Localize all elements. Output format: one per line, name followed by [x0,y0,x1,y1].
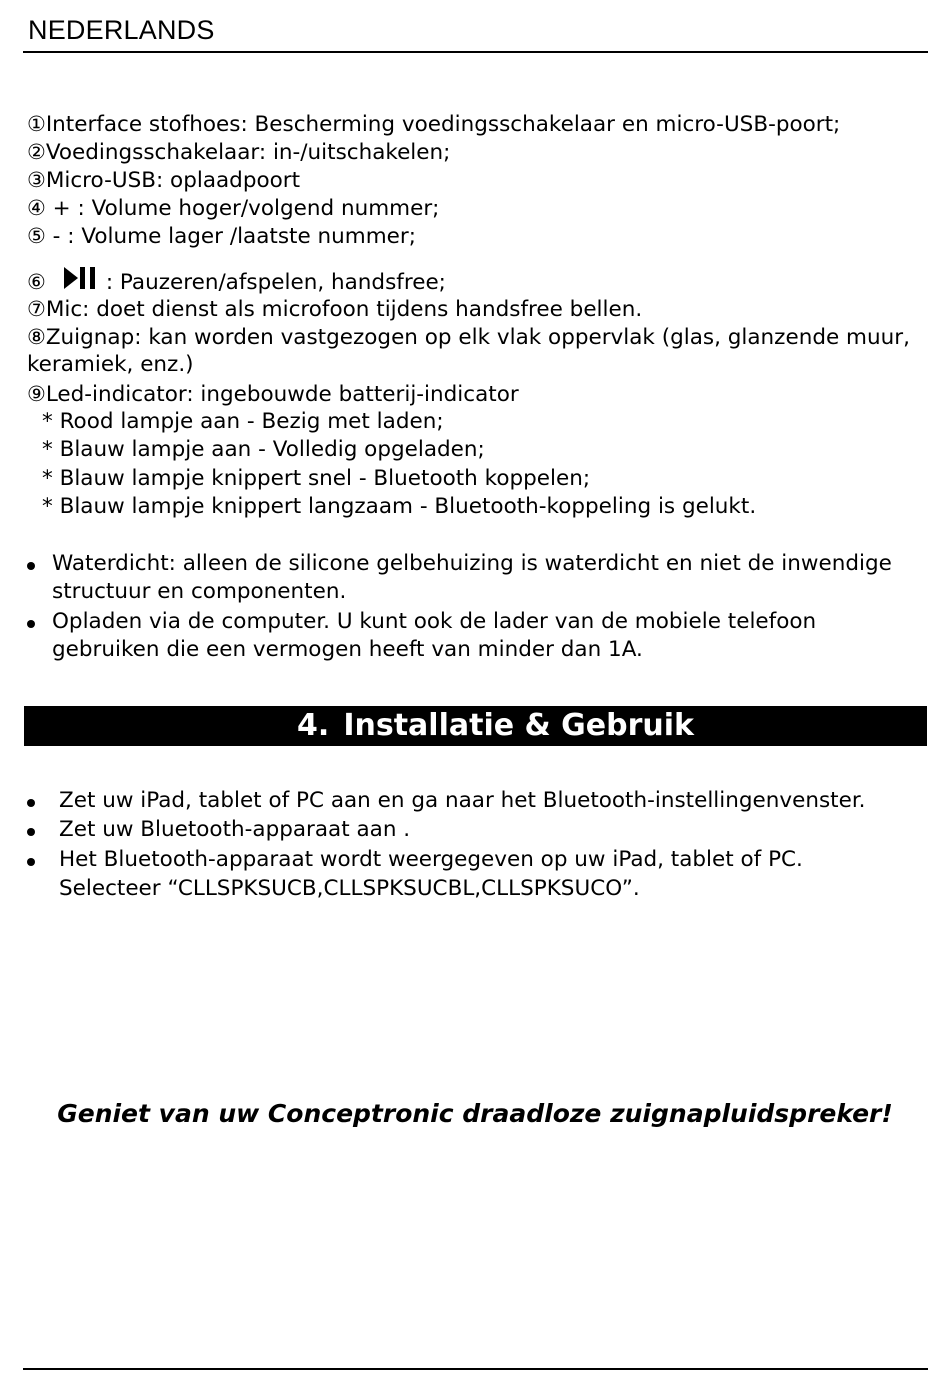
part-text: Interface stofhoes: Bescherming voedingsschakelaar en micro-USB-poort; [45,112,841,137]
closing-message: Geniet van uw Conceptronic draadloze zuignapluidspreker! [57,1099,893,1128]
part-number: ④ [27,196,46,220]
part-number: ⑤ [27,224,46,248]
part-item-9 [27,380,519,409]
footer-rule [23,1368,928,1370]
section-heading [24,706,927,746]
led-state-item: * Blauw lampje knippert langzaam - Bluetooth-koppeling is gelukt. [42,494,757,519]
part-number: ⑥ [27,270,46,294]
part-item-4 [27,194,439,223]
part-number: ③ [27,168,46,192]
bullet-icon [27,562,35,570]
bullet-icon [27,620,35,628]
part-number: ① [27,112,46,136]
step-item-3 [27,845,927,903]
part-text: + : Volume hoger/volgend nummer; [45,196,440,221]
part-item-3 [27,166,300,195]
part-text: - : Volume lager /laatste nummer; [45,224,416,249]
part-text: Micro-USB: oplaadpoort [45,168,301,193]
led-state-item: * Blauw lampje aan - Volledig opgeladen; [42,437,485,462]
bullet-icon [27,858,35,866]
section-number: 4. [297,708,330,743]
part-number: ⑦ [27,297,46,321]
section-title: Installatie & Gebruik [343,708,694,743]
step-item-2 [27,815,927,844]
part-item-8 [27,323,910,352]
part-text: Voedingsschakelaar: in-/uitschakelen; [45,140,451,165]
note-text: Opladen via de computer. U kunt ook de lader van de mobiele telefoon gebruiken die een vermogen heeft van minder dan 1A. [52,609,817,662]
part-item-7 [27,295,642,324]
part-text: : Pauzeren/afspelen, handsfree; [105,270,446,295]
header-rule [23,51,928,53]
note-text: Waterdicht: alleen de silicone gelbehuizing is waterdicht en niet de inwendige structuur en componenten. [52,551,892,604]
part-item-8-continued: keramiek, enz.) [27,352,194,377]
note-item-charging [27,608,927,666]
bullet-icon [27,799,35,807]
page-language-header: NEDERLANDS [28,15,215,45]
part-text: Zuignap: kan worden vastgezogen op elk vlak oppervlak (glas, glanzende muur, [45,325,910,350]
part-text: Mic: doet dienst als microfoon tijdens handsfree bellen. [45,297,643,322]
led-state-item: * Rood lampje aan - Bezig met laden; [42,409,444,434]
step-text: Zet uw Bluetooth-apparaat aan . [59,817,411,842]
part-number: ⑧ [27,325,46,349]
step-text: Het Bluetooth-apparaat wordt weergegeven op uw iPad, tablet of PC. Selecteer “CLLSPKSUCB,CLLSPKSUCBL,CLLSPKSUCO”. [59,847,803,901]
bullet-icon [27,828,35,836]
step-item-1 [27,786,927,815]
note-item-waterproof [27,550,927,608]
part-number: ② [27,140,46,164]
part-number: ⑨ [27,382,46,406]
part-text: Led-indicator: ingebouwde batterij-indicator [45,382,519,407]
part-item-1 [27,110,840,139]
part-item-5 [27,222,416,251]
step-text: Zet uw iPad, tablet of PC aan en ga naar het Bluetooth-instellingenvenster. [59,788,866,813]
led-state-item: * Blauw lampje knippert snel - Bluetooth koppelen; [42,466,591,491]
part-item-2 [27,138,450,167]
